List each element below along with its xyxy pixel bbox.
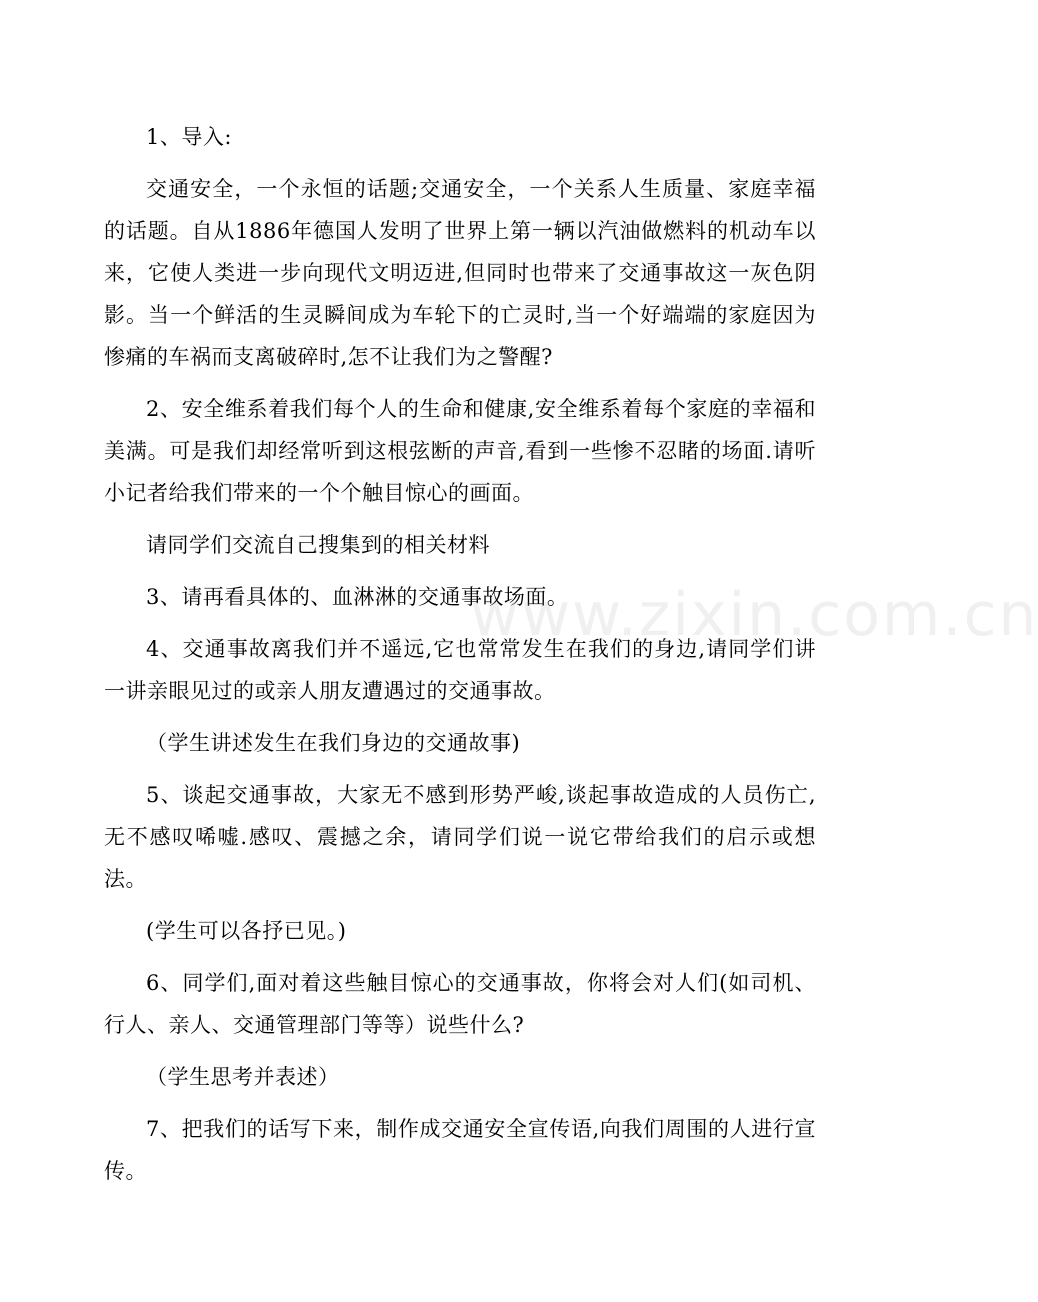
section-heading-intro: 1、导入: <box>146 125 232 149</box>
paragraph-share-materials: 请同学们交流自己搜集到的相关材料 <box>146 533 490 557</box>
note-students-think: （学生思考并表述） <box>146 1065 340 1089</box>
paragraph-severe-situation: 5、谈起交通事故，大家无不感到形势严峻,谈起事故造成的人员伤亡,无不感叹唏嘘.感叹、震撼之余，请同学们说一说它带给我们的启示或想法。 <box>104 783 816 891</box>
watermark: www.zixin.com.cn <box>470 580 1038 650</box>
paragraph-accident-scenes: 3、请再看具体的、血淋淋的交通事故场面。 <box>146 585 569 609</box>
paragraph-what-to-say: 6、同学们,面对着这些触目惊心的交通事故，你将会对人们(如司机、行人、亲人、交通管理部门等等）说些什么? <box>104 971 816 1037</box>
paragraph-safety-maintains: 2、安全维系着我们每个人的生命和健康,安全维系着每个家庭的幸福和美满。可是我们却经常听到这根弦断的声音,看到一些惨不忍睹的场面.请听小记者给我们带来的一个个触目惊心的画面。 <box>104 397 816 505</box>
document-body <box>104 116 816 1202</box>
note-students-opinions: (学生可以各抒已见。) <box>146 919 347 943</box>
paragraph-accidents-nearby: 4、交通事故离我们并不遥远,它也常常发生在我们的身边,请同学们讲一讲亲眼见过的或亲人朋友遭遇过的交通事故。 <box>104 637 816 703</box>
note-students-tell-stories: （学生讲述发生在我们身边的交通故事) <box>146 731 521 755</box>
paragraph-traffic-safety-intro: 交通安全，一个永恒的话题;交通安全，一个关系人生质量、家庭幸福的话题。自从1886年德国人发明了世界上第一辆以汽油做燃料的机动车以来，它使人类进一步向现代文明迈进,但同时也带来了交通事故这一灰色阴影。当一个鲜活的生灵瞬间成为车轮下的亡灵时,当一个好端端的家庭因为惨痛的车祸而支离破碎时,怎不让我们为之警醒? <box>104 177 816 369</box>
paragraph-write-slogans: 7、把我们的话写下来，制作成交通安全宣传语,向我们周围的人进行宣传。 <box>104 1117 816 1183</box>
